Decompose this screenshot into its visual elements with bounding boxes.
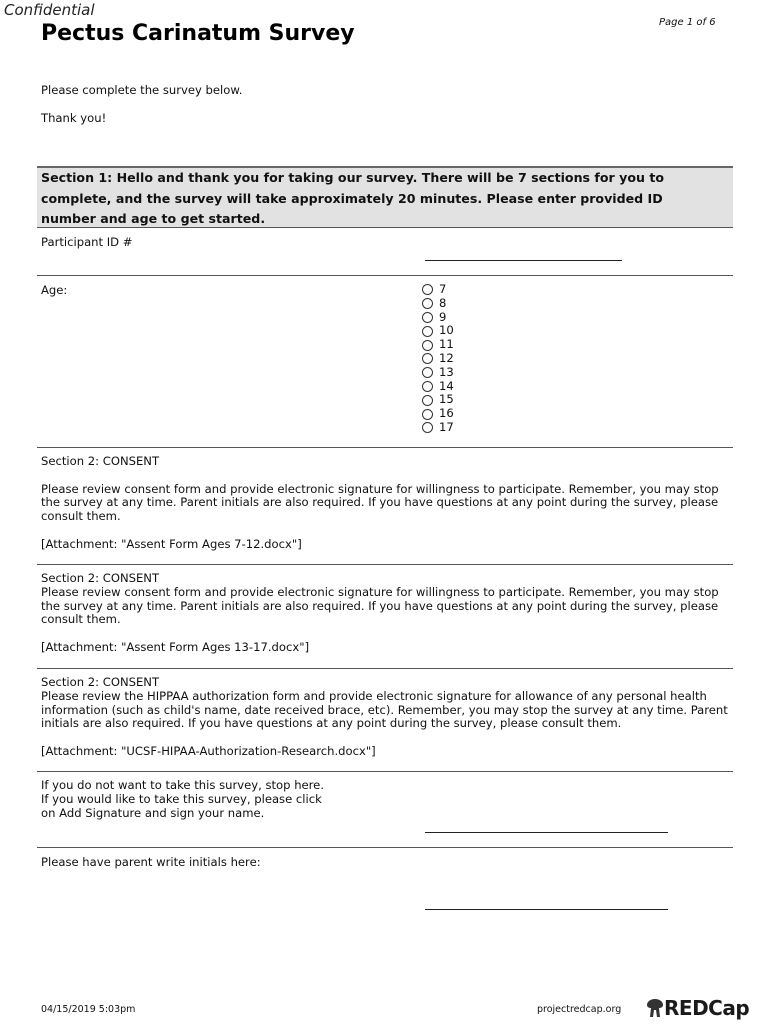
age-option[interactable] — [422, 380, 454, 394]
radio-button[interactable] — [422, 312, 433, 323]
signature-line-3: on Add Signature and sign your name. — [41, 805, 265, 820]
age-option-label: 17 — [439, 419, 454, 434]
parent-initials-field[interactable] — [425, 909, 668, 910]
consent-3-body: Please review the HIPPAA authorization form and provide electronic signature for allowance of any personal health information (such as child's name, date received brace, etc). Remember, you may stop the survey at any time. Parent initials are also required. If you have questions at any point during the survey, please consult them. — [41, 688, 728, 731]
radio-button[interactable] — [422, 340, 433, 351]
divider — [37, 668, 733, 669]
parent-initials-label: Please have parent write initials here: — [41, 855, 261, 869]
radio-button[interactable] — [422, 381, 433, 392]
age-option-label: 11 — [439, 337, 454, 352]
radio-button[interactable] — [422, 409, 433, 420]
consent-2-body: Please review consent form and provide electronic signature for willingness to participate. Remember, you may stop the survey at any time. Parent initials are also required. If you have questions at any point during the survey, please consult them. — [41, 584, 719, 627]
signature-field[interactable] — [425, 832, 668, 833]
radio-button[interactable] — [422, 326, 433, 337]
radio-button[interactable] — [422, 353, 433, 364]
age-option-label: 12 — [439, 350, 454, 365]
divider — [37, 847, 733, 848]
section-1-header — [37, 166, 733, 228]
intro-instruction: Please complete the survey below. — [41, 83, 243, 97]
consent-section-3 — [41, 676, 731, 759]
divider — [37, 447, 733, 448]
age-option-label: 14 — [439, 378, 454, 393]
divider — [37, 771, 733, 772]
age-label: Age: — [41, 283, 68, 297]
divider — [37, 275, 733, 276]
signature-line-2: If you would like to take this survey, please click — [41, 791, 322, 806]
radio-button[interactable] — [422, 284, 433, 295]
age-option[interactable] — [422, 352, 454, 366]
age-option-label: 9 — [439, 309, 447, 324]
page-number: Page 1 of 6 — [659, 17, 716, 28]
age-option[interactable] — [422, 366, 454, 380]
redcap-logo — [646, 996, 749, 1020]
intro-thanks: Thank you! — [41, 111, 107, 125]
age-option[interactable] — [422, 311, 454, 325]
signature-line-1: If you do not want to take this survey, stop here. — [41, 778, 324, 792]
consent-3-heading: Section 2: CONSENT — [41, 675, 160, 689]
footer-url[interactable]: projectredcap.org — [537, 1004, 622, 1015]
footer-date: 04/15/2019 5:03pm — [41, 1004, 136, 1015]
age-options — [422, 283, 454, 435]
consent-1-attachment[interactable]: [Attachment: "Assent Form Ages 7-12.docx"] — [41, 536, 302, 551]
age-option[interactable] — [422, 407, 454, 421]
age-option-label: 15 — [439, 392, 454, 407]
age-option[interactable] — [422, 338, 454, 352]
radio-button[interactable] — [422, 298, 433, 309]
redcap-icon — [646, 998, 664, 1018]
radio-button[interactable] — [422, 367, 433, 378]
divider — [37, 564, 733, 565]
radio-button[interactable] — [422, 395, 433, 406]
radio-button[interactable] — [422, 422, 433, 433]
confidential-label: Confidential — [4, 1, 95, 19]
age-option[interactable] — [422, 283, 454, 297]
consent-2-heading: Section 2: CONSENT — [41, 571, 160, 585]
consent-1-body: Please review consent form and provide electronic signature for willingness to participate. Remember, you may stop the survey at any time. Parent initials are also required. If you have questions at any point during the survey, please consult them. — [41, 481, 719, 524]
age-option[interactable] — [422, 324, 454, 338]
participant-id-field[interactable] — [425, 260, 622, 261]
participant-id-label: Participant ID # — [41, 235, 133, 249]
age-option-label: 8 — [439, 295, 447, 310]
signature-instructions — [41, 779, 731, 820]
age-option-label: 13 — [439, 364, 454, 379]
consent-2-attachment[interactable]: [Attachment: "Assent Form Ages 13-17.docx"] — [41, 639, 310, 654]
age-option-label: 16 — [439, 406, 454, 421]
age-option-label: 10 — [439, 323, 454, 338]
redcap-wordmark: REDCap — [664, 996, 750, 1020]
age-option[interactable] — [422, 393, 454, 407]
age-option[interactable] — [422, 297, 454, 311]
age-option-label: 7 — [439, 282, 447, 296]
section-1-heading: Section 1: Hello and thank you for taking our survey. There will be 7 sections for you to complete, and the survey will take approximately 20 minutes. Please enter provided ID number and age to get started. — [41, 170, 665, 226]
consent-section-1 — [41, 455, 731, 552]
survey-title: Pectus Carinatum Survey — [41, 21, 355, 46]
age-option[interactable] — [422, 421, 454, 435]
consent-section-2 — [41, 572, 731, 655]
consent-1-heading: Section 2: CONSENT — [41, 454, 160, 468]
consent-3-attachment[interactable]: [Attachment: "UCSF-HIPAA-Authorization-Research.docx"] — [41, 743, 376, 758]
